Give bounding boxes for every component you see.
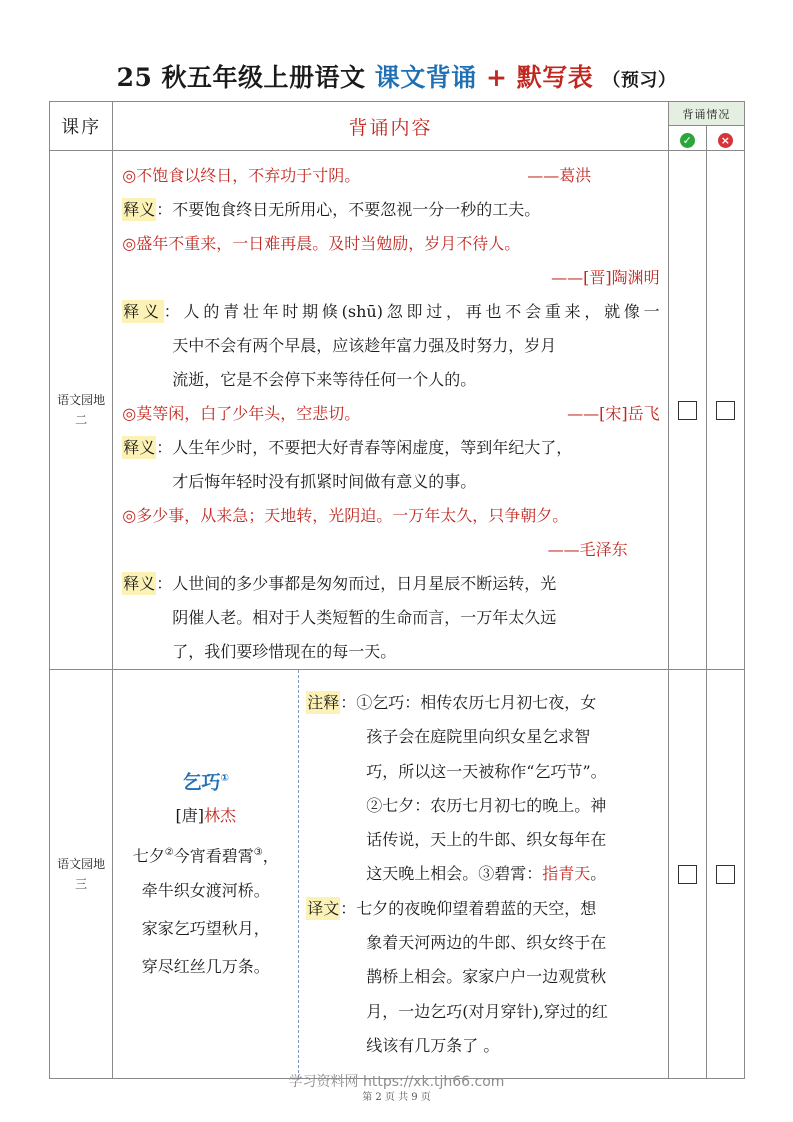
- quote-2-explanation-3: 流逝，它是不会停下来等待任何一个人的。: [172, 370, 477, 389]
- poem-mark-3: ③: [253, 847, 263, 858]
- quote-1-label: 释义: [123, 200, 156, 219]
- quote-2-explanation-1: ：人的青壮年时期倏(shū)忽即过，再也不会重来，就像一: [163, 302, 660, 321]
- header-lesson: 课序: [50, 102, 113, 151]
- quote-3-label: 释义: [123, 438, 156, 457]
- poem-title-mark: ①: [220, 773, 229, 784]
- notes-block: [299, 670, 667, 1078]
- quote-4-label: 释义: [123, 574, 156, 593]
- poem-line-1a: 七夕: [132, 846, 165, 866]
- note-line-5: 话传说，天上的牛郎、织女每年在: [366, 830, 607, 850]
- note-line-6b: 指青天: [542, 864, 591, 884]
- poem-block: [113, 670, 299, 1078]
- quote-3-explanation-1: ：人生年少时，不要把大好青春等闲虚度，等到年纪大了，: [156, 438, 573, 457]
- quote-4-explanation-1: ：人世间的多少事都是匆匆而过，日月星辰不断运转，光: [156, 574, 557, 593]
- note-line-6c: 。: [590, 864, 607, 884]
- title-part2: 课文背诵: [374, 63, 477, 92]
- page-title: [0, 58, 793, 94]
- header-content: 背诵内容: [113, 102, 668, 151]
- note-line-2: 孩子会在庭院里向织女星乞求智: [366, 727, 591, 747]
- title-part4: （预习）: [602, 70, 677, 91]
- header-status: 背诵情况: [668, 102, 744, 126]
- note-line-3: 巧，所以这一天被称作“乞巧节”。: [366, 761, 607, 781]
- title-part3: 默写表: [516, 63, 594, 92]
- quote-2-author: ——[晋]陶渊明: [551, 268, 660, 287]
- lesson-yuwenyuandi-3: 语文园地三: [57, 857, 106, 891]
- content-block-1: [113, 151, 667, 669]
- poem-line-1c: ，: [262, 846, 279, 866]
- checkbox-not-recited-row1[interactable]: [716, 401, 735, 420]
- poem-dynasty: [唐]: [175, 806, 204, 825]
- quote-4-explanation-3: 了，我们要珍惜现在的每一天。: [172, 642, 397, 661]
- title-part1: 25 秋五年级上册语文: [116, 63, 366, 92]
- checkbox-not-recited-row2[interactable]: [716, 865, 735, 884]
- recitation-table: [49, 101, 745, 1079]
- poem-line-2: 牵牛织女渡河桥。: [141, 881, 270, 900]
- translation-line-3: 鹊桥上相会。家家户户一边观赏秋: [366, 967, 607, 987]
- quote-1-author: ——葛洪: [527, 166, 592, 185]
- page-number: 第 2 页 共 9 页: [362, 1092, 431, 1103]
- quote-4: ◎多少事，从来急；天地转，光阴迫。一万年太久，只争朝夕。: [122, 506, 569, 525]
- quote-1-explanation: ：不要饱食终日无所用心，不要忽视一分一秒的工夫。: [156, 200, 541, 219]
- translation-label: 译文: [307, 898, 340, 918]
- checkbox-recited-row2[interactable]: [678, 865, 697, 884]
- quote-3: ◎莫等闲，白了少年头，空悲切。: [122, 404, 361, 423]
- quote-4-author: ——毛泽东: [547, 540, 628, 559]
- cross-icon: ×: [718, 133, 733, 148]
- quote-1: ◎不饱食以终日，不弃功于寸阴。: [122, 166, 361, 185]
- quote-2-label: 释义: [123, 302, 163, 321]
- translation-line-1: ：七夕的夜晚仰望着碧蓝的天空，想: [340, 898, 597, 918]
- poem-line-3: 家家乞巧望秋月，: [141, 919, 270, 938]
- translation-line-5: 线该有几万条了 。: [366, 1035, 500, 1055]
- quote-3-author: ——[宋]岳飞: [567, 404, 660, 423]
- checkbox-recited-row1[interactable]: [678, 401, 697, 420]
- poem-line-1b: 今宵看碧霄: [173, 846, 254, 866]
- quote-3-explanation-2: 才后悔年轻时没有抓紧时间做有意义的事。: [172, 472, 477, 491]
- quote-4-explanation-2: 阴催人老。相对于人类短暂的生命而言，一万年太久远: [172, 608, 557, 627]
- poem-line-4: 穿尽红丝几万条。: [141, 957, 270, 976]
- translation-line-2: 象着天河两边的牛郎、织女终于在: [366, 933, 607, 953]
- poem-author: 林杰: [204, 806, 237, 825]
- note-line-6a: 这天晚上相会。③碧霄：: [366, 864, 543, 884]
- quote-2: ◎盛年不重来，一日难再晨。及时当勉励，岁月不待人。: [122, 234, 521, 253]
- title-plus: +: [486, 63, 508, 92]
- lesson-yuwenyuandi-2: 语文园地二: [57, 393, 106, 427]
- translation-line-4: 月，一边乞巧(对月穿针),穿过的红: [366, 1001, 608, 1021]
- poem-title: 乞巧: [182, 771, 221, 794]
- note-line-4: ②七夕：农历七月初七的晚上。神: [366, 795, 607, 815]
- watermark: 学习资料网 https://xk.tjh66.com: [288, 1074, 505, 1090]
- note-line-1: ：①乞巧：相传农历七月初七夜，女: [340, 693, 597, 712]
- quote-2-explanation-2: 天中不会有两个早晨，应该趁年富力强及时努力，岁月: [172, 336, 557, 355]
- note-label: 注释: [307, 693, 340, 712]
- check-icon: ✓: [680, 133, 695, 148]
- poem-mark-2: ②: [164, 847, 174, 858]
